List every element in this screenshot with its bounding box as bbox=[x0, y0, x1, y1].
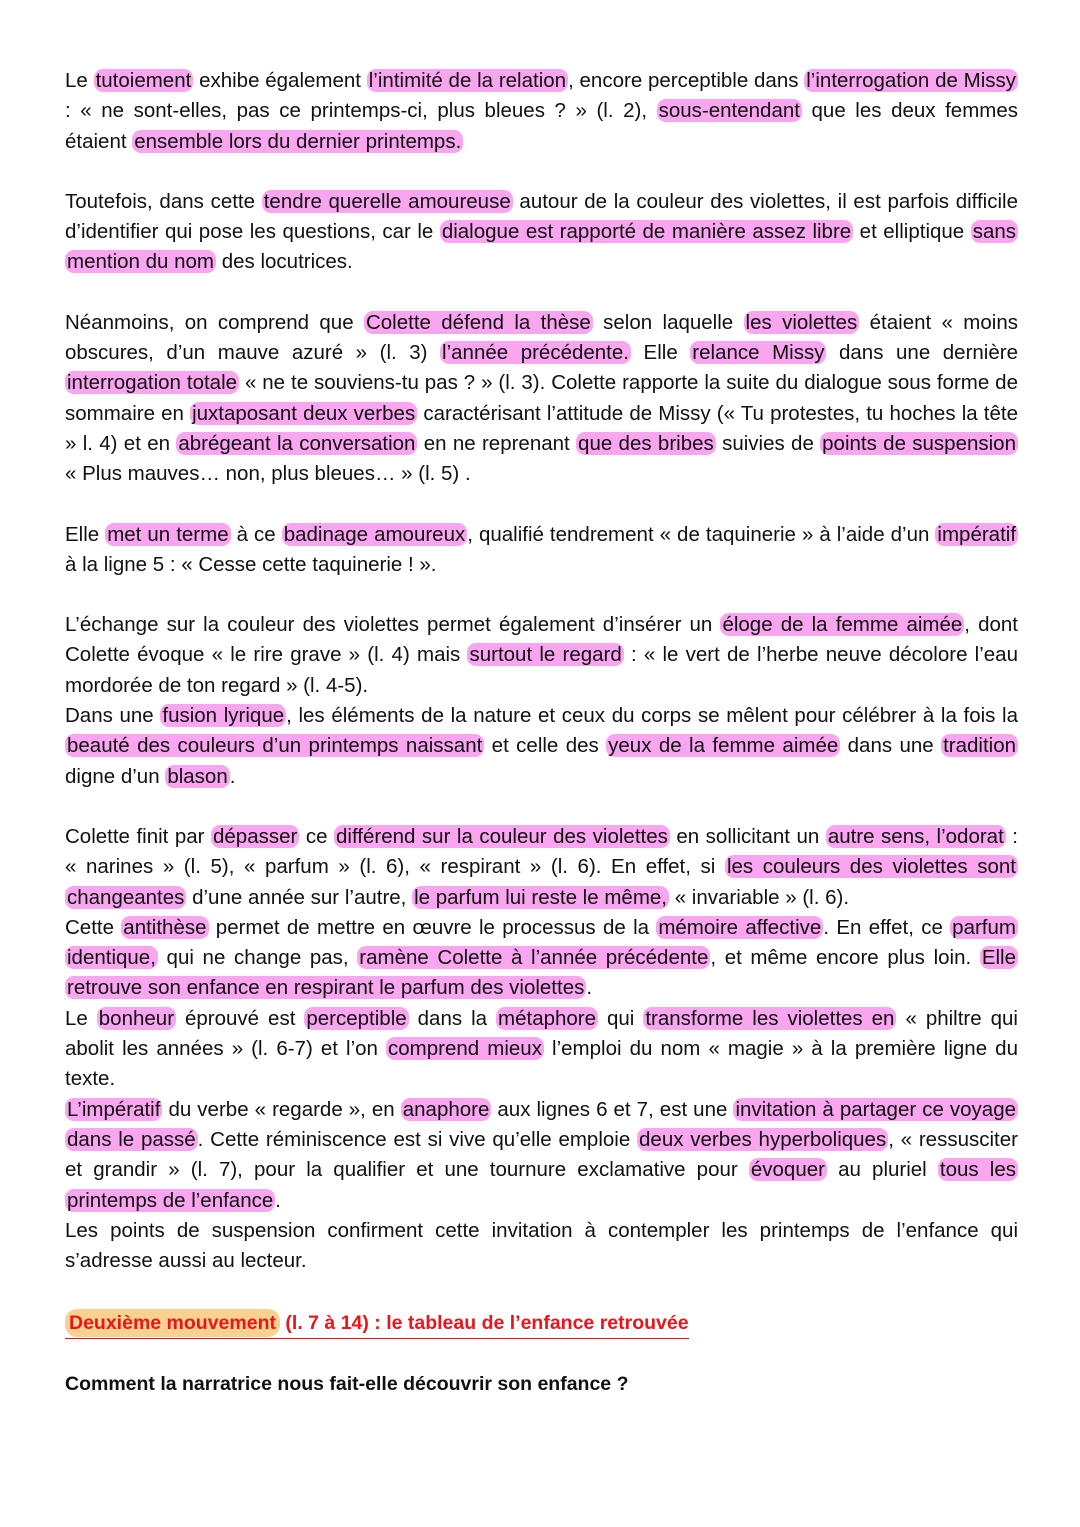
text-segment: « Plus mauves… non, plus bleues… » (l. 5) . bbox=[65, 462, 471, 486]
highlighted-text: tradition bbox=[943, 734, 1017, 758]
text-segment: suivies de bbox=[715, 431, 821, 455]
highlighted-text: mémoire affective bbox=[658, 915, 822, 939]
paragraph bbox=[65, 308, 1018, 490]
highlighted-text: métaphore bbox=[498, 1006, 597, 1030]
text-segment: Elle bbox=[630, 341, 691, 365]
text-segment: qui ne change pas, bbox=[157, 946, 358, 970]
highlighted-text: juxtaposant deux verbes bbox=[192, 401, 416, 425]
text-segment: : « narines » (l. 5), « parfum » (l. 6), « respirant » (l. 6). En effet, si bbox=[65, 824, 1018, 879]
text-segment: Le bbox=[65, 1006, 97, 1030]
highlighted-text: le parfum lui reste le même, bbox=[414, 885, 667, 909]
text-segment: Dans une bbox=[65, 704, 161, 728]
text-segment: l’emploi du nom « magie » à la première ligne du texte. bbox=[65, 1037, 1018, 1091]
text-segment: en ne reprenant bbox=[417, 431, 577, 455]
text-segment: . bbox=[586, 976, 593, 1000]
text-segment: . bbox=[229, 764, 236, 788]
highlighted-text: évoquer bbox=[750, 1158, 825, 1182]
section-heading-rest: (l. 7 à 14) : le tableau de l’enfance retrouvée bbox=[280, 1312, 689, 1335]
text-segment: selon laquelle bbox=[592, 310, 744, 334]
highlighted-text: l’intimité de la relation bbox=[368, 69, 567, 92]
text-segment: . En effet, ce bbox=[823, 915, 951, 939]
highlighted-text: autre sens, l’odorat bbox=[827, 824, 1004, 848]
paragraph bbox=[65, 913, 1018, 1004]
text-segment: , encore perceptible dans bbox=[568, 69, 805, 92]
text-segment: dans une dernière bbox=[826, 341, 1018, 365]
text-segment: du verbe « regarde », en bbox=[162, 1097, 401, 1121]
text-segment: L’échange sur la couleur des violettes permet également d’insérer un bbox=[65, 613, 721, 637]
highlighted-text: blason bbox=[167, 764, 228, 788]
highlighted-text: perceptible bbox=[306, 1006, 407, 1030]
highlighted-text: bonheur bbox=[98, 1006, 175, 1030]
text-segment: , dont Colette évoque « le rire grave » (l. 4) mais bbox=[65, 613, 1018, 667]
text-segment: aux lignes 6 et 7, est une bbox=[491, 1097, 734, 1121]
highlighted-text: l’interrogation de Missy bbox=[806, 69, 1017, 92]
text-segment: et celle des bbox=[484, 734, 607, 758]
document-body bbox=[65, 66, 1018, 1399]
study-question: Comment la narratrice nous fait-elle découvrir son enfance ? bbox=[65, 1373, 629, 1396]
text-segment: à la ligne 5 : « Cesse cette taquinerie ! ». bbox=[65, 552, 437, 576]
text-segment: en sollicitant un bbox=[669, 824, 826, 848]
text-segment: dans la bbox=[408, 1006, 497, 1030]
highlighted-text: dialogue est rapporté de manière assez libre bbox=[441, 220, 852, 244]
text-segment: . bbox=[275, 1188, 281, 1212]
text-segment: Le bbox=[65, 69, 94, 92]
text-segment: : « ne sont-elles, pas ce printemps-ci, plus bleues ? » (l. 2), bbox=[65, 99, 657, 123]
highlighted-text: yeux de la femme aimée bbox=[608, 734, 839, 758]
highlighted-text: tous les printemps de l’enfance bbox=[67, 1158, 1016, 1212]
text-segment: « invariable » (l. 6). bbox=[669, 885, 850, 909]
text-segment: . Cette réminiscence est si vive qu’elle emploie bbox=[197, 1127, 638, 1151]
highlighted-text: les couleurs des violettes sont changeantes bbox=[67, 855, 1016, 909]
highlighted-text: transforme les violettes en bbox=[645, 1006, 895, 1030]
highlighted-text: ensemble lors du dernier printemps. bbox=[134, 129, 462, 153]
highlighted-text: différend sur la couleur des violettes bbox=[336, 824, 668, 848]
highlighted-text: parfum identique, bbox=[67, 915, 1016, 970]
highlighted-text: deux verbes hyperboliques bbox=[639, 1127, 887, 1151]
text-segment: , et même encore plus loin. bbox=[710, 946, 980, 970]
text-segment: caractérisant l’attitude de Missy (« Tu protestes, tu hoches la tête » l. 4) et en bbox=[65, 401, 1019, 455]
text-segment: Elle bbox=[65, 522, 106, 546]
text-segment: d’une année sur l’autre, bbox=[186, 885, 413, 909]
text-segment: Colette finit par bbox=[65, 824, 211, 848]
highlighted-text: met un terme bbox=[107, 522, 229, 546]
text-segment: ce bbox=[299, 824, 335, 848]
text-segment: Néanmoins, on comprend que bbox=[65, 310, 364, 334]
highlighted-text: points de suspension bbox=[822, 431, 1016, 455]
highlighted-text: tutoiement bbox=[95, 69, 192, 92]
paragraph bbox=[65, 1095, 1018, 1216]
highlighted-text: fusion lyrique bbox=[162, 704, 285, 728]
paragraph bbox=[65, 66, 1018, 157]
highlighted-text: Colette défend la thèse bbox=[365, 310, 591, 334]
highlighted-text: l’année précédente. bbox=[442, 341, 629, 365]
text-segment: éprouvé est bbox=[176, 1006, 305, 1030]
text-segment: autour de la couleur des violettes, il est parfois difficile d’identifier qui pose les questions, car le bbox=[65, 189, 1018, 244]
highlighted-text: tendre querelle amoureuse bbox=[263, 189, 511, 213]
highlighted-text: dépasser bbox=[213, 824, 298, 848]
text-segment: , « ressusciter et grandir » (l. 7), pour la qualifier et une tournure exclamative pour bbox=[65, 1127, 1018, 1182]
paragraph bbox=[65, 520, 1018, 581]
paragraph bbox=[65, 822, 1018, 913]
text-segment: et elliptique bbox=[853, 220, 971, 244]
text-segment: étaient « moins obscures, d’un mauve azuré » (l. 3) bbox=[65, 310, 1018, 365]
highlighted-text: beauté des couleurs d’un printemps naissant bbox=[67, 734, 483, 758]
text-segment: à ce bbox=[230, 522, 282, 546]
highlighted-text: abrégeant la conversation bbox=[178, 431, 416, 455]
highlighted-text: surtout le regard bbox=[469, 643, 622, 667]
highlighted-text: anaphore bbox=[402, 1097, 490, 1121]
highlighted-text: ramène Colette à l’année précédente bbox=[359, 946, 709, 970]
section-heading-marker: Deuxième mouvement bbox=[65, 1309, 280, 1337]
text-segment: Les points de suspension confirment cette invitation à contempler les printemps de l’enfance qui s’adresse aussi au lecteur. bbox=[65, 1218, 1018, 1273]
paragraph bbox=[65, 1004, 1018, 1095]
text-segment: permet de mettre en œuvre le processus de la bbox=[208, 915, 657, 939]
text-segment: des locutrices. bbox=[216, 250, 353, 274]
highlighted-text: sous-entendant bbox=[658, 99, 800, 123]
text-segment: , qualifié tendrement « de taquinerie » à l’aide d’un bbox=[467, 522, 936, 546]
highlighted-text: L’impératif bbox=[67, 1097, 161, 1121]
highlighted-text: interrogation totale bbox=[67, 371, 238, 395]
text-segment: « philtre qui abolit les années » (l. 6-7) et l’on bbox=[65, 1006, 1018, 1061]
highlighted-text: Elle retrouve son enfance en respirant le parfum des violettes bbox=[67, 946, 1016, 1000]
paragraph bbox=[65, 701, 1018, 792]
text-segment: « ne te souviens-tu pas ? » (l. 3). Colette rapporte la suite du dialogue sous forme de sommaire en bbox=[65, 371, 1018, 425]
text-segment: dans une bbox=[840, 734, 942, 758]
text-segment: : « le vert de l’herbe neuve décolore l’eau mordorée de ton regard » (l. 4-5). bbox=[65, 643, 1018, 697]
text-segment: qui bbox=[598, 1006, 644, 1030]
highlighted-text: les violettes bbox=[745, 310, 858, 334]
text-segment: exhibe également bbox=[193, 69, 367, 92]
highlighted-text: que des bribes bbox=[578, 431, 714, 455]
highlighted-text: badinage amoureux bbox=[283, 522, 466, 546]
section-heading bbox=[65, 1306, 1018, 1339]
paragraph bbox=[65, 610, 1018, 701]
section-heading-text bbox=[65, 1308, 689, 1339]
highlighted-text: éloge de la femme aimée bbox=[722, 613, 963, 637]
highlighted-text: antithèse bbox=[123, 915, 207, 939]
highlighted-text: impératif bbox=[937, 522, 1017, 546]
highlighted-text: sans mention du nom bbox=[67, 220, 1017, 274]
text-segment: Toutefois, dans cette bbox=[65, 189, 262, 213]
text-segment: que les deux femmes étaient bbox=[65, 99, 1019, 153]
highlighted-text: invitation à partager ce voyage dans le passé bbox=[67, 1097, 1017, 1151]
paragraph bbox=[65, 1216, 1018, 1277]
text-segment: , les éléments de la nature et ceux du corps se mêlent pour célébrer à la fois la bbox=[286, 704, 1019, 728]
highlighted-text: comprend mieux bbox=[388, 1037, 542, 1061]
text-segment: Cette bbox=[65, 915, 122, 939]
text-segment: au pluriel bbox=[826, 1158, 938, 1182]
text-segment: digne d’un bbox=[65, 764, 166, 788]
highlighted-text: relance Missy bbox=[692, 341, 825, 365]
paragraph bbox=[65, 187, 1018, 278]
